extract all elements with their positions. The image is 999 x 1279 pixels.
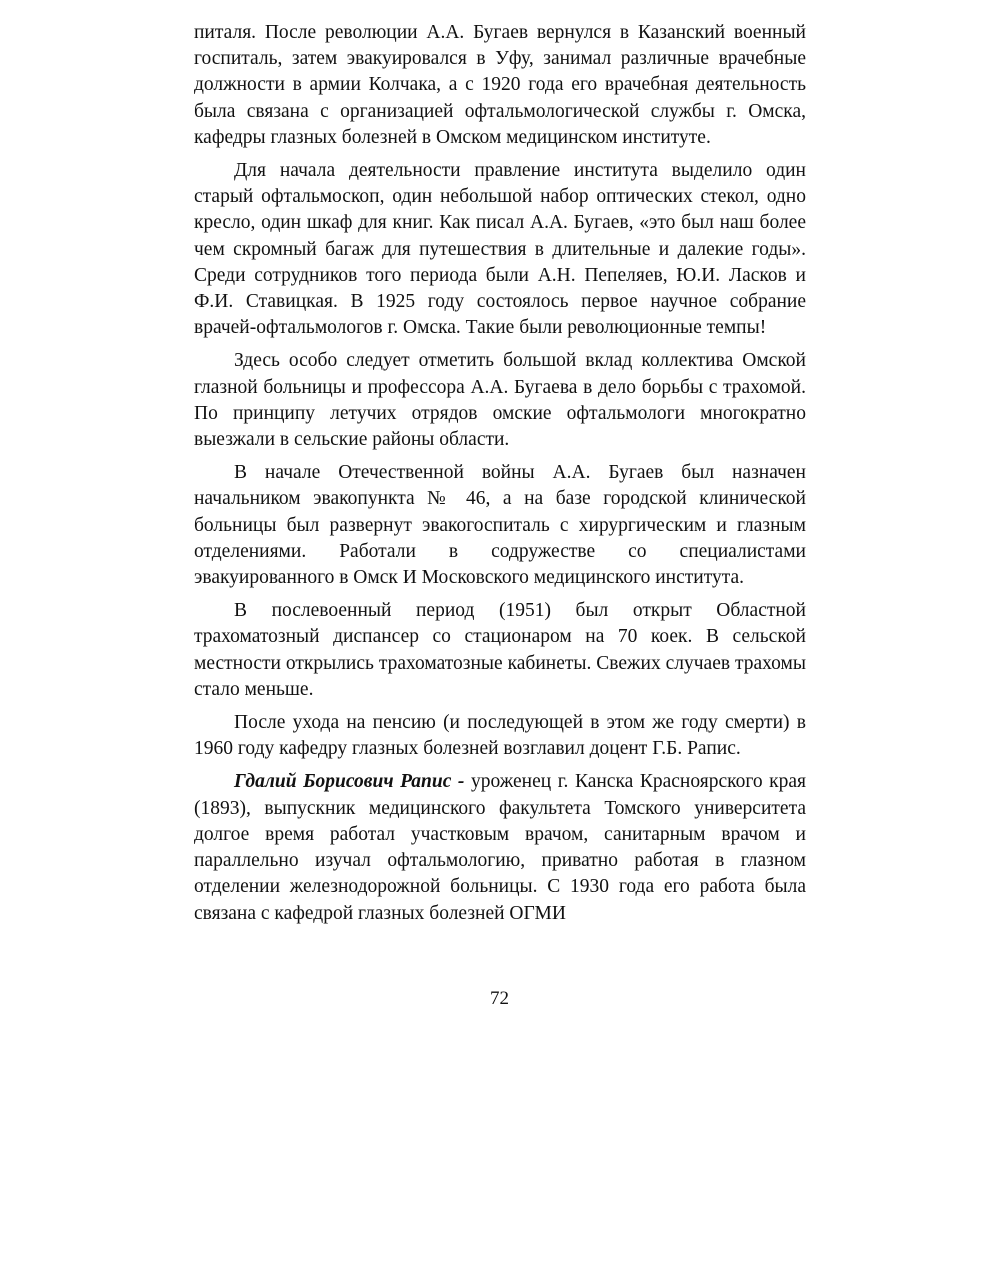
paragraph-4: В начале Отечественной войны А.А. Бугаев был назначен начальником эвакопункта № 46, а на базе городской клинической больницы был развернут эвакогоспиталь с хирургическим и глазным отделениями. Работали в содружестве со специалистами эвакуированного в Омск И Московского медицинского института. [194, 462, 806, 589]
page-number: 72 [490, 988, 509, 1009]
body-text [194, 20, 806, 934]
paragraph-3: Здесь особо следует отметить большой вклад коллектива Омской глазной больницы и профессора А.А. Бугаева в дело борьбы с трахомой. По принципу летучих отрядов омские офтальмологи многократно выезжали в сельские районы области. [194, 350, 806, 451]
paragraph-7-text: уроженец г. Канска Красноярского края (1893), выпускник медицинского факультета Томского университета долгое время работал участковым врачом, санитарным врачом и параллельно изучал офтальмологию, приватно работая в глазном отделении железнодорожной больницы. С 1930 года его работа была связана с кафедрой глазных болезней ОГМИ [194, 771, 807, 924]
paragraph-1: питаля. После революции А.А. Бугаев вернулся в Казанский военный госпиталь, затем эвакуировался в Уфу, занимал различные врачебные должности в армии Колчака, а с 1920 года его врачебная деятельность была связана с организацией офтальмологической службы г. Омска, кафедры глазных болезней в Омском медицинском институте. [194, 22, 806, 148]
paragraph-5: В послевоенный период (1951) был открыт Областной трахоматозный диспансер со стационаром на 70 коек. В сельской местности открылись трахоматозные кабинеты. Свежих случаев трахомы стало меньше. [194, 600, 806, 700]
paragraph-7 [194, 769, 806, 926]
paragraph-2: Для начала деятельности правление института выделило один старый офтальмоскоп, один небольшой набор оптических стекол, одно кресло, один шкаф для книг. Как писал А.А. Бугаев, «это был наш более чем скромный багаж для путешествия в длительные и далекие годы». Среди сотрудников того периода были А.Н. Пепеляев, Ю.И. Ласков и Ф.И. Ставицкая. В 1925 году состоялось первое научное собрание врачей-офтальмологов г. Омска. Такие были революционные темпы! [194, 160, 806, 339]
paragraph-6: После ухода на пенсию (и последующей в этом же году смерти) в 1960 году кафедру глазных болезней возглавил доцент Г.Б. Рапис. [194, 712, 806, 760]
person-name-lead: Гдалий Борисович Рапис - [234, 771, 465, 793]
